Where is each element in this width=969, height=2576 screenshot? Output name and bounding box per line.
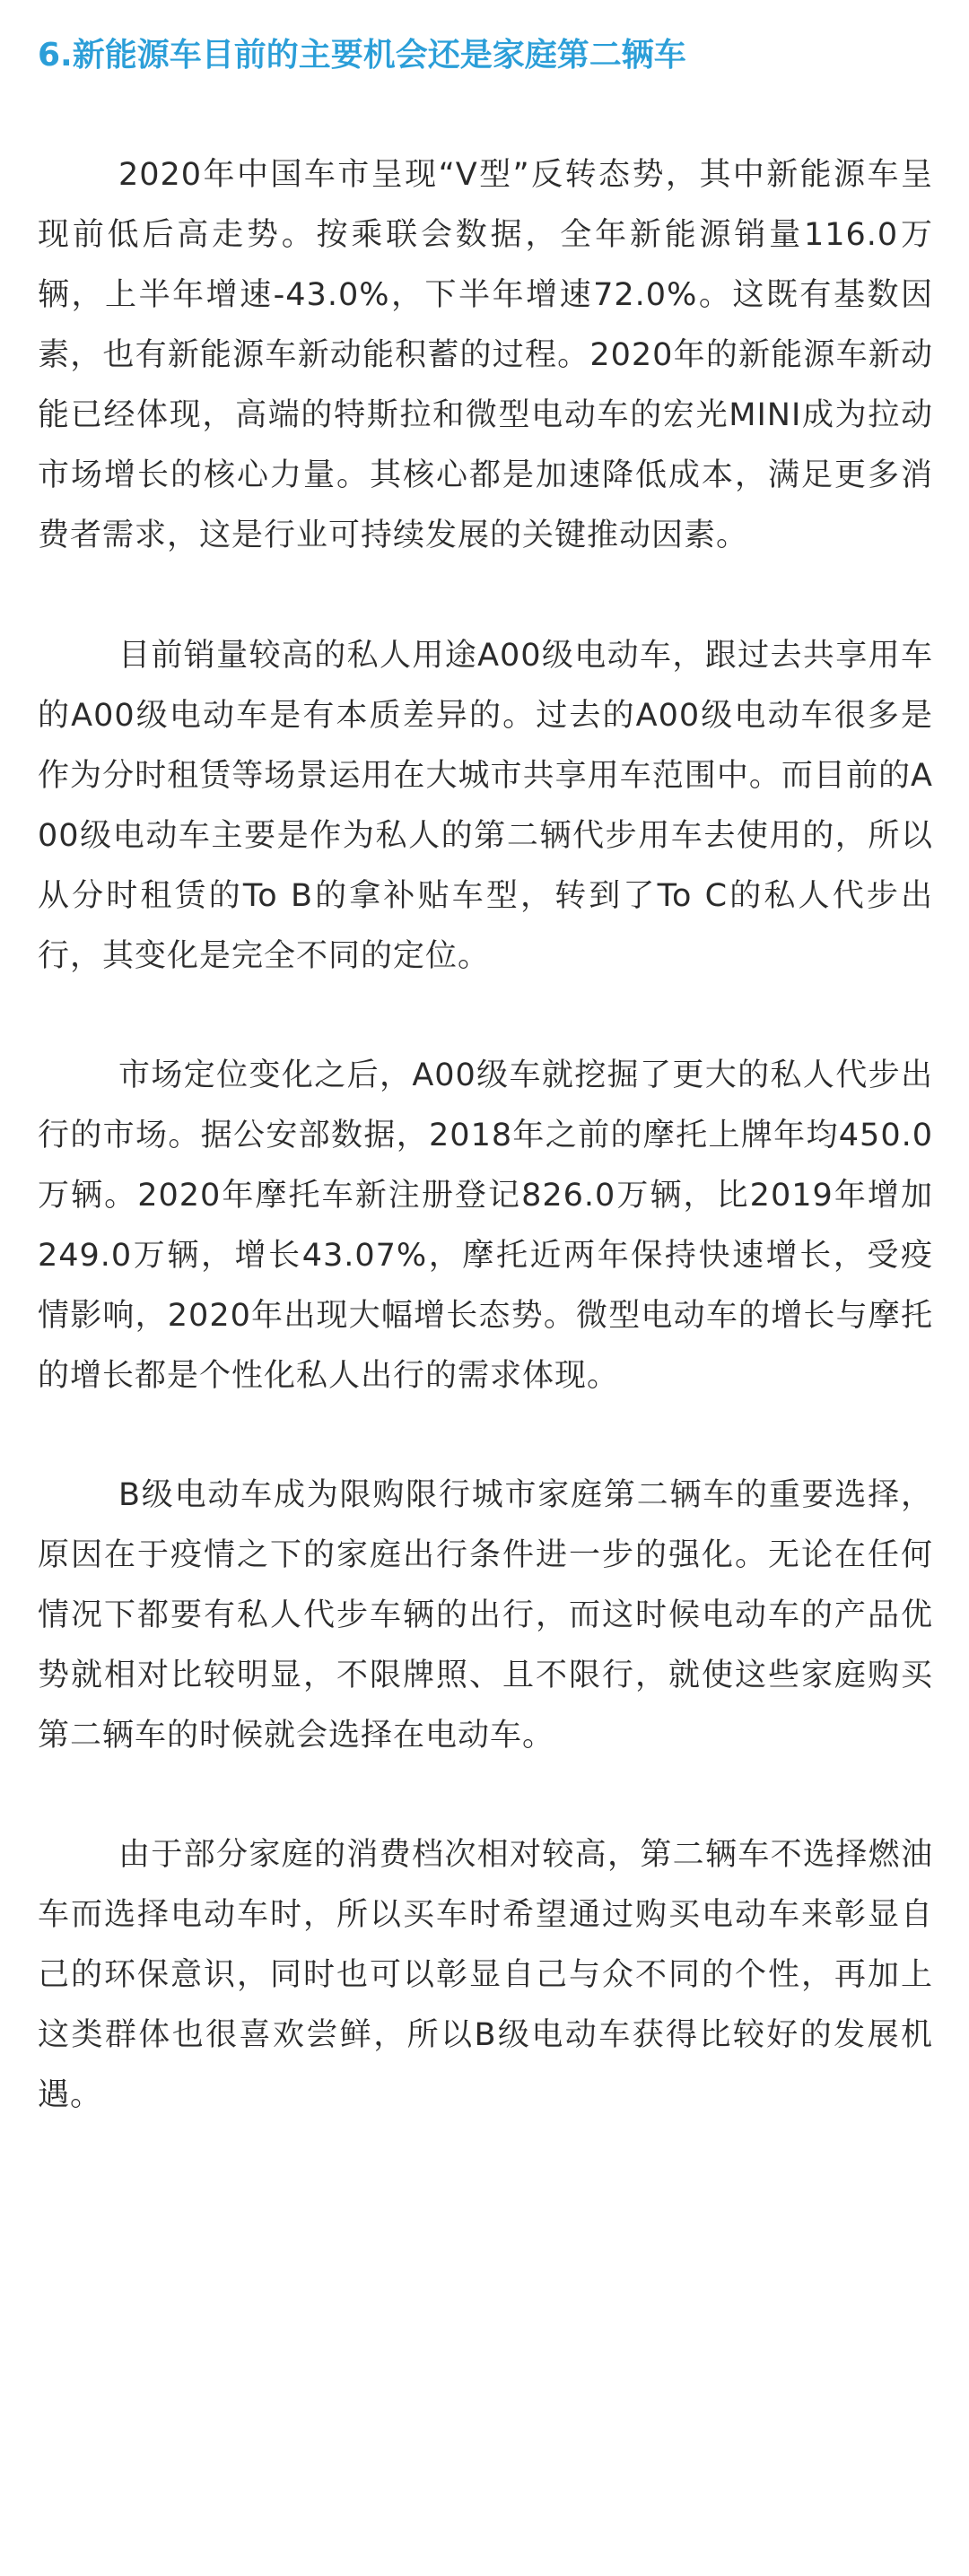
article-paragraph: B级电动车成为限购限行城市家庭第二辆车的重要选择，原因在于疫情之下的家庭出行条件进一步的强化。无论在任何情况下都要有私人代步车辆的出行，而这时候电动车的产品优势就相对比较明显，不限牌照、且不限行，就使这些家庭购买第二辆车的时候就会选择在电动车。 [38,1477,933,1754]
article-paragraph: 市场定位变化之后，A00级车就挖掘了更大的私人代步出行的市场。据公安部数据，2018年之前的摩托上牌年均450.0万辆。2020年摩托车新注册登记826.0万辆，比2019年增加249.0万辆，增长43.07%，摩托近两年保持快速增长，受疫情影响，2020年出现大幅增长态势。微型电动车的增长与摩托的增长都是个性化私人出行的需求体现。 [38,1057,933,1394]
article-paragraph: 由于部分家庭的消费档次相对较高，第二辆车不选择燃油车而选择电动车时，所以买车时希望通过购买电动车来彰显自己的环保意识，同时也可以彰显自己与众不同的个性，再加上这类群体也很喜欢尝鲜，所以B级电动车获得比较好的发展机遇。 [38,1837,933,2113]
article-paragraph: 目前销量较高的私人用途A00级电动车，跟过去共享用车的A00级电动车是有本质差异的。过去的A00级电动车很多是作为分时租赁等场景运用在大城市共享用车范围中。而目前的A00级电动车主要是作为私人的第二辆代步用车去使用的，所以从分时租赁的To B的拿补贴车型，转到了To C的私人代步出行，其变化是完全不同的定位。 [38,638,933,974]
article-paragraph: 2020年中国车市呈现“V型”反转态势，其中新能源车呈现前低后高走势。按乘联会数据，全年新能源销量116.0万辆，上半年增速-43.0%，下半年增速72.0%。这既有基数因素，也有新能源车新动能积蓄的过程。2020年的新能源车新动能已经体现，高端的特斯拉和微型电动车的宏光MINI成为拉动市场增长的核心力量。其核心都是加速降低成本，满足更多消费者需求，这是行业可持续发展的关键推动因素。 [38,157,933,553]
section-title: 6.新能源车目前的主要机会还是家庭第二辆车 [38,37,686,74]
